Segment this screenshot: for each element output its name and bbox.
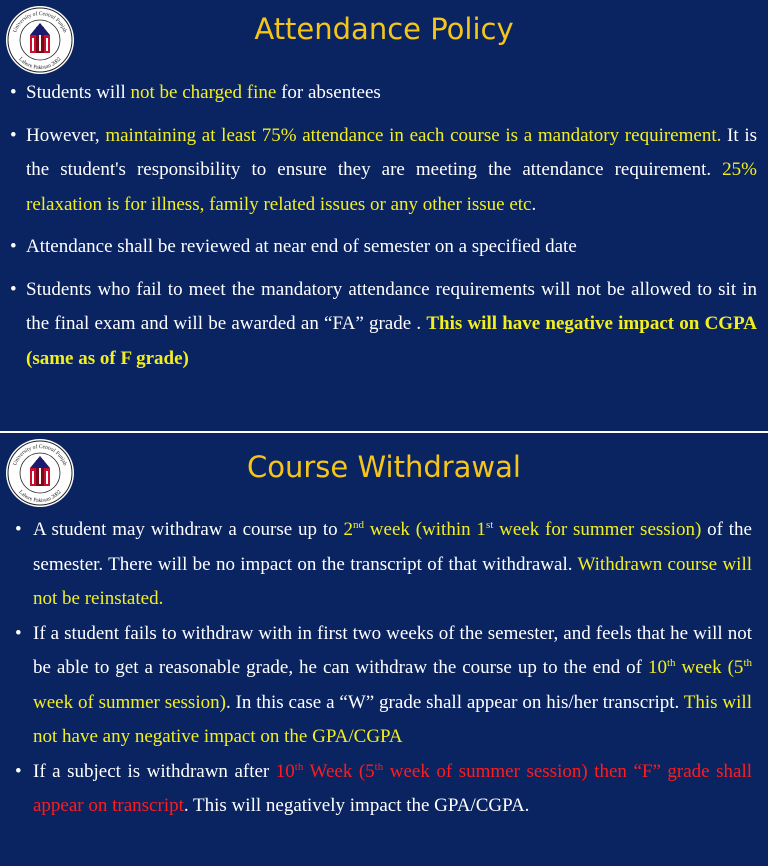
highlight-text: This will have negative impact on CGPA (same as of F grade)	[26, 313, 757, 369]
svg-text:University of Central Punjab: University of Central Punjab	[12, 443, 68, 467]
highlight-text: week for summer session)	[493, 519, 702, 540]
svg-text:Lahore Pakistan 2002: Lahore Pakistan 2002	[17, 489, 63, 505]
list-item	[10, 119, 757, 223]
warning-text: Week (5	[303, 760, 375, 782]
list-item	[10, 273, 757, 377]
bullet-text: . In this case a “W” grade shall appear on his/her transcript.	[225, 691, 684, 713]
bullet-text: It is the student's responsibility to ensure they are meeting the attendance requirement.	[26, 124, 758, 180]
list-item	[15, 513, 752, 617]
highlight-text: week of summer session)	[33, 691, 226, 713]
warning-text: week of summer session) then “F” grade shall appear on transcript	[33, 760, 753, 816]
list-item	[10, 230, 757, 265]
bullet-text: of the semester. There will be no impact on the transcript of that withdrawal.	[33, 519, 752, 575]
bullet-text: If a student fails to withdraw with in first two weeks of the semester, and feels that he will not be able to get a reasonable grade, he can withdraw the course up to the end of	[33, 622, 752, 678]
highlight-text: 25% relaxation is for illness, family related issues or any other issue etc	[26, 159, 757, 215]
highlight-text: This will not have any negative impact on the GPA/CGPA	[33, 691, 752, 747]
svg-text:University of Central Punjab: University of Central Punjab	[12, 10, 68, 34]
bullet-text: If a subject is withdrawn after	[33, 760, 276, 782]
slide-course-withdrawal	[0, 433, 768, 866]
list-item	[10, 76, 757, 111]
attendance-bullet-list	[10, 76, 757, 384]
superscript: nd	[352, 519, 364, 531]
highlight-text: 10	[647, 657, 667, 678]
highlight-text: week (within 1	[363, 519, 486, 540]
superscript: st	[485, 519, 494, 531]
highlight-text: week (5	[675, 657, 744, 678]
bullet-text: Students will	[26, 82, 131, 103]
bullet-text: However,	[26, 124, 106, 146]
superscript: th	[374, 760, 384, 773]
svg-text:Lahore Pakistan 2002: Lahore Pakistan 2002	[17, 56, 63, 72]
highlight-text: not be charged fine	[130, 82, 277, 103]
slide-attendance-policy	[0, 0, 768, 431]
list-item	[15, 755, 752, 824]
warning-text: 10	[275, 760, 295, 782]
superscript: th	[294, 760, 304, 773]
bullet-text: for absentees	[276, 82, 381, 103]
superscript: th	[666, 657, 676, 669]
highlight-text: 2	[343, 519, 353, 540]
highlight-text: Withdrawn course will not be reinstated.	[33, 553, 753, 609]
highlight-text: maintaining at least 75% attendance in each course is a mandatory requirement.	[105, 124, 722, 146]
bullet-text: . This will negatively impact the GPA/CGPA.	[183, 795, 530, 816]
page-title: Attendance Policy	[254, 12, 514, 46]
list-item	[15, 617, 752, 755]
superscript: th	[743, 657, 752, 669]
bullet-text: A student may withdraw a course up to	[33, 519, 344, 540]
bullet-text: Students who fail to meet the mandatory attendance requirements will not be allowed to sit in the final exam and will be awarded an “FA” grade .	[26, 278, 757, 334]
bullet-text: Attendance shall be reviewed at near end of semester on a specified date	[26, 236, 577, 257]
withdrawal-bullet-list	[15, 513, 752, 824]
bullet-text: .	[531, 193, 537, 215]
page-title: Course Withdrawal	[247, 450, 521, 484]
